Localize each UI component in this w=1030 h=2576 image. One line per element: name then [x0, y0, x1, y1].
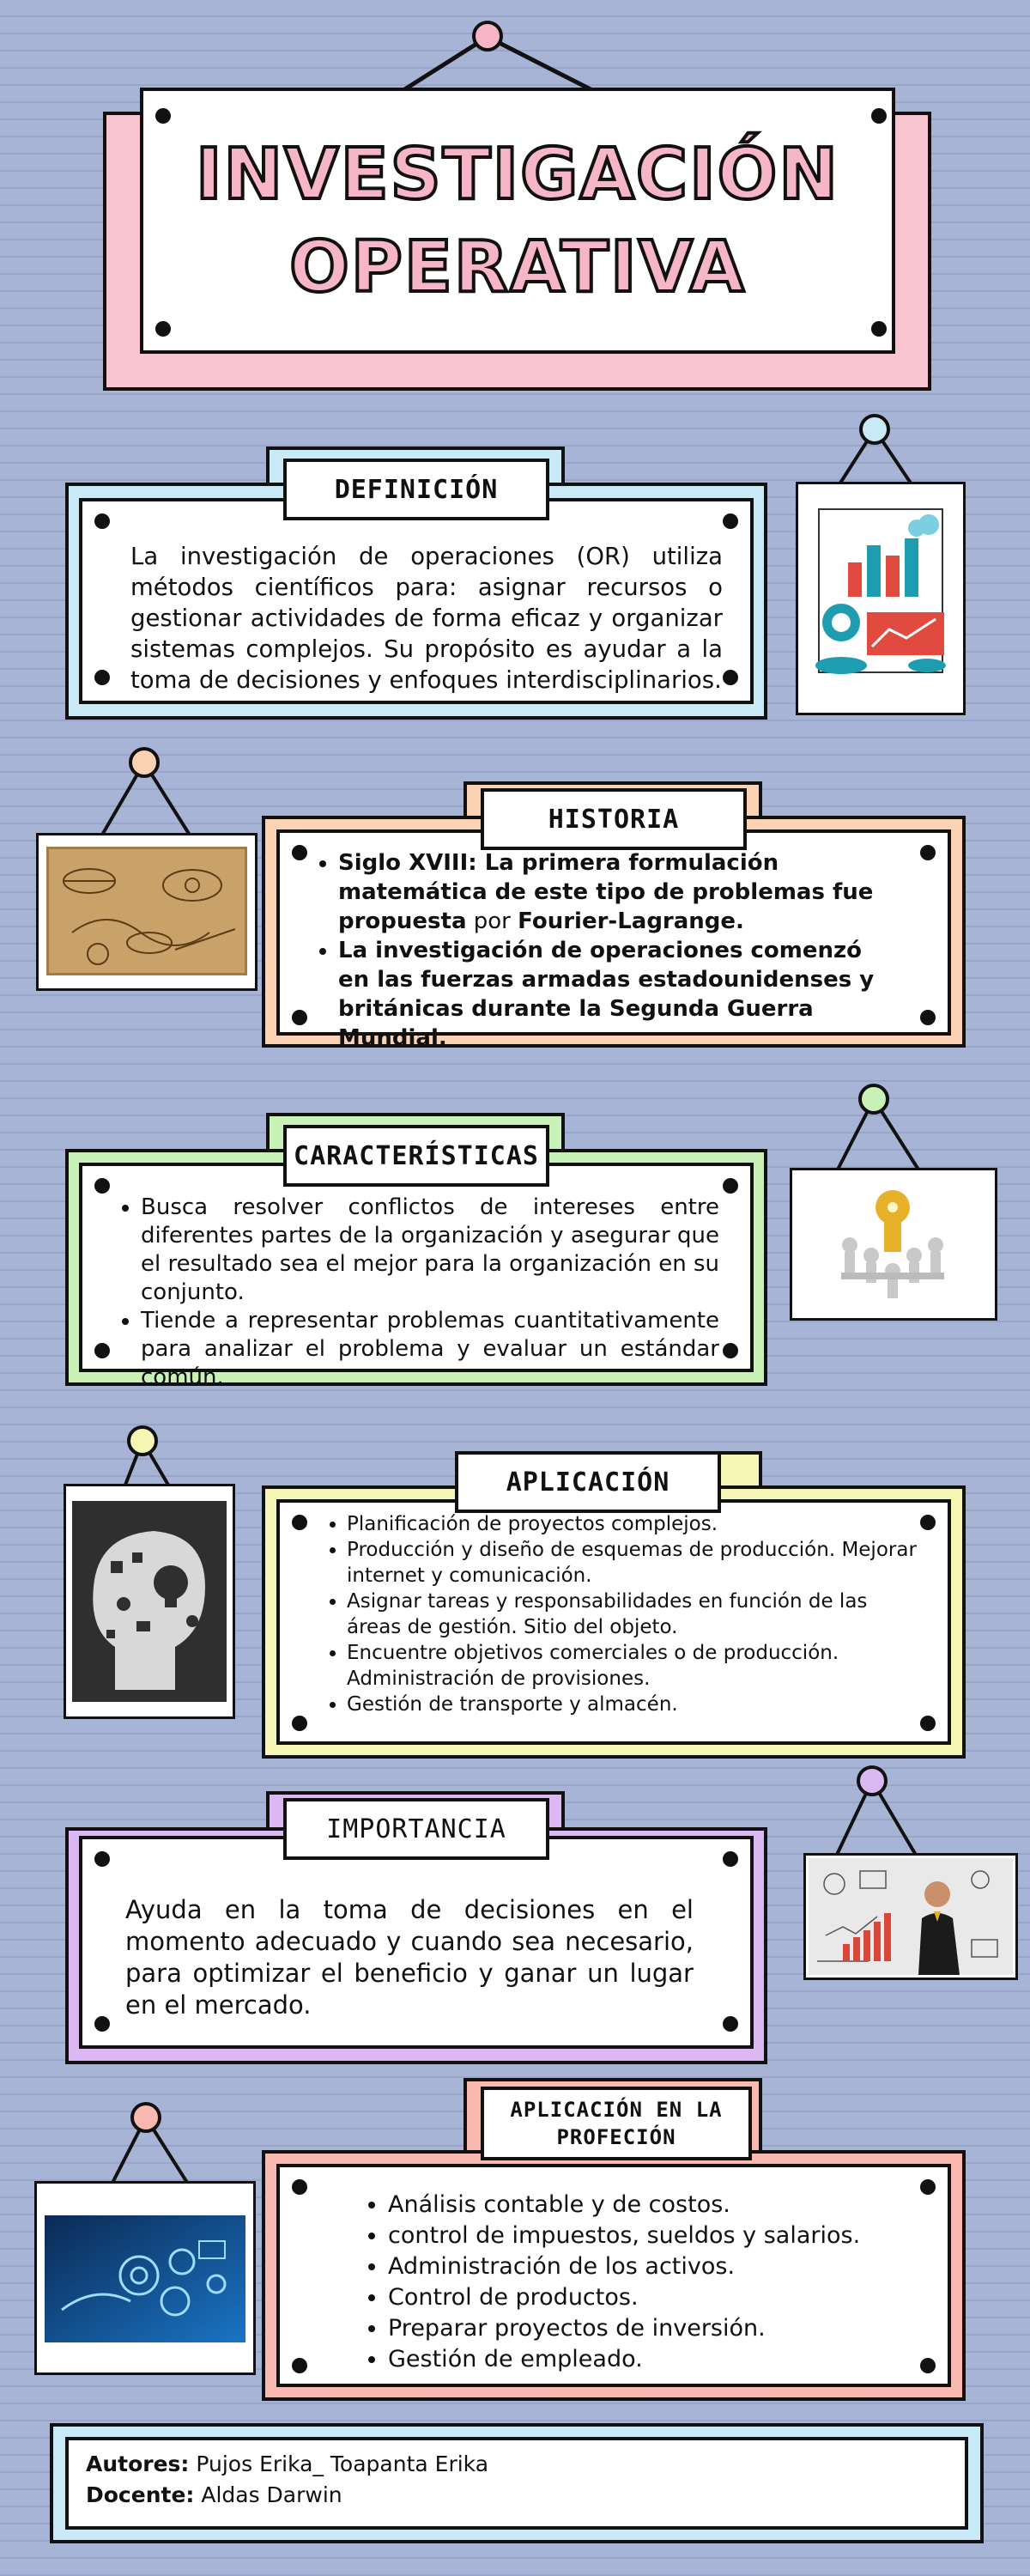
footer-credits: [86, 2449, 858, 2511]
caracteristicas-heading: CARACTERÍSTICAS: [283, 1125, 549, 1187]
profesion-image-hanger: [103, 2097, 206, 2193]
profesion-heading-line1: APLICACIÓN EN LA: [510, 2098, 723, 2122]
docente-value: Aldas Darwin: [194, 2482, 342, 2507]
list-item: • Administración de los activos.: [388, 2251, 917, 2282]
autores-value: Pujos Erika_ Toapanta Erika: [189, 2451, 489, 2476]
list-item: • La investigación de operaciones comenzó en las fuerzas armadas estadounidenses y británicas durante la Segunda Guerra Mundial.: [338, 936, 893, 1053]
list-item: • Gestión de transporte y almacén.: [347, 1692, 918, 1717]
list-item: • Busca resolver conflictos de intereses entre diferentes partes de la organización y asegurar que el resultado sea el mejor para la organización en su conjunto.: [141, 1194, 719, 1307]
profesion-list: [359, 2190, 917, 2375]
page-title: [140, 129, 895, 314]
list-item: • Preparar proyectos de inversión.: [388, 2313, 917, 2344]
title-line2: OPERATIVA: [289, 227, 746, 308]
docente-line: [86, 2480, 858, 2511]
definicion-text: La investigación de operaciones (OR) utiliza métodos científicos para: asignar recursos o gestionar actividades de forma eficaz y organizar sistemas complejos. Su propósito es ayudar a la toma de decisiones y enfoques interdisciplinarios.: [130, 543, 723, 694]
list-item: • Planificación de proyectos complejos.: [347, 1511, 918, 1537]
caracteristicas-image-hanger: [831, 1078, 934, 1175]
importancia-text: Ayuda en la toma de decisiones en el momento adecuado y cuando sea necesario, para optimizar el beneficio y ganar un lugar en el mercado.: [125, 1895, 694, 2020]
list-item: • Gestión de empleado.: [388, 2344, 917, 2375]
historia-heading: HISTORIA: [481, 788, 747, 850]
businessman-chart-icon: [809, 1858, 1013, 1975]
definicion-heading: DEFINICIÓN: [283, 459, 549, 520]
historia-image-hanger: [94, 742, 197, 841]
aplicacion-heading: APLICACIÓN: [455, 1451, 721, 1513]
importancia-heading: IMPORTANCIA: [283, 1798, 549, 1860]
profesion-heading-line2: PROFECIÓN: [556, 2125, 676, 2149]
caracteristicas-list: [112, 1194, 719, 1392]
blue-tech-gears-icon: [45, 2215, 245, 2342]
historia-list: [309, 848, 893, 1053]
docente-label: Docente:: [86, 2482, 195, 2507]
definicion-image-hanger: [833, 410, 918, 488]
list-item: • Tiende a representar problemas cuantitativamente para analizar el problema y evaluar un estándar común.: [141, 1307, 719, 1392]
profesion-heading: [481, 2087, 752, 2160]
title-hanger: [395, 17, 601, 94]
title-line1: INVESTIGACIÓN: [196, 134, 839, 216]
list-item: • Asignar tareas y responsabilidades en función de las áreas de gestión. Sitio del objeto.: [347, 1589, 918, 1640]
autores-label: Autores:: [86, 2451, 190, 2476]
list-item: • Producción y diseño de esquemas de producción. Mejorar internet y comunicación.: [347, 1537, 918, 1589]
aplicacion-list: [318, 1511, 918, 1717]
list-item: • Control de productos.: [388, 2282, 917, 2313]
chart-illustration-icon: [807, 494, 954, 693]
head-gear-icons-icon: [72, 1501, 227, 1702]
list-item: • Encuentre objetivos comerciales o de producción. Administración de provisiones.: [347, 1640, 918, 1692]
gold-leader-figures-icon: [824, 1176, 961, 1312]
list-item: • Siglo XVIII: La primera formulación matemática de este tipo de problemas fue propuesta por Fourier-Lagrange.: [338, 848, 893, 936]
list-item: • Análisis contable y de costos.: [388, 2190, 917, 2221]
autores-line: [86, 2449, 858, 2480]
list-item: • control de impuestos, sueldos y salarios.: [388, 2221, 917, 2251]
importancia-image-hanger: [829, 1760, 932, 1862]
da-vinci-sketch-icon: [46, 847, 247, 975]
